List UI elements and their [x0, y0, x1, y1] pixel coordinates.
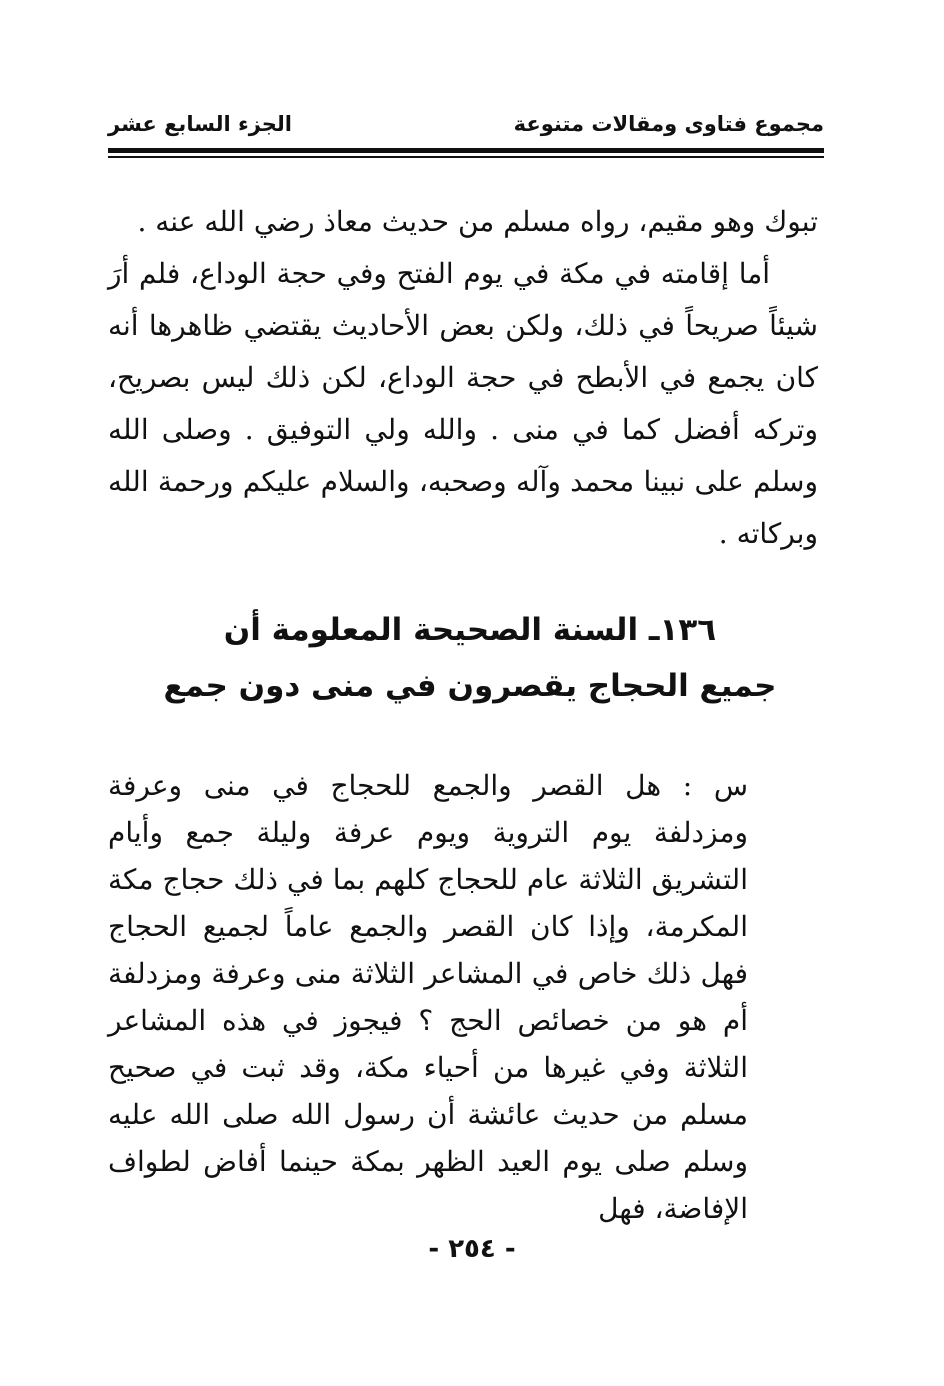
- book-title: مجموع فتاوى ومقالات متنوعة: [513, 112, 824, 136]
- header-rule-thin: [108, 156, 824, 158]
- section-heading-line-1: ١٣٦ـ السنة الصحيحة المعلومة أن: [223, 612, 717, 648]
- header-rule-thick: [108, 148, 824, 153]
- paragraph-continuation: تبوك وهو مقيم، رواه مسلم من حديث معاذ رضي الله عنه .: [137, 205, 818, 238]
- paragraph-answer-end: أما إقامته في مكة في يوم الفتح وفي حجة الوداع، فلم أرَ شيئاً صريحاً في ذلك، ولكن بعض الأحاديث يقتضي ظاهرها أنه كان يجمع في الأبطح في حجة الوداع، لكن ذلك ليس بصريح، وتركه أفضل كما في منى . والله ولي التوفيق . وصلى الله وسلم على نبينا محمد وآله وصحبه، والسلام عليكم ورحمة الله وبركاته .: [108, 257, 818, 550]
- volume-label: الجزء السابع عشر: [108, 112, 292, 136]
- section-heading: [150, 602, 790, 714]
- section-heading-line-2: جميع الحجاج يقصرون في منى دون جمع: [163, 668, 777, 704]
- running-header: [108, 112, 824, 146]
- page-number: - ٢٥٤ -: [428, 1234, 516, 1264]
- question-paragraph: س : هل القصر والجمع للحجاج في منى وعرفة ومزدلفة يوم التروية ويوم عرفة وليلة جمع وأيام التشريق الثلاثة عام للحجاج كلهم بما في ذلك حجاج مكة المكرمة، وإذا كان القصر والجمع عاماً لجميع الحجاج فهل ذلك خاص في المشاعر الثلاثة منى وعرفة ومزدلفة أم هو من خصائص الحج ؟ فيجوز في هذه المشاعر الثلاثة وفي غيرها من أحياء مكة، وقد ثبت في صحيح مسلم من حديث عائشة أن رسول الله صلى الله عليه وسلم صلى يوم العيد الظهر بمكة حينما أفاض لطواف الإفاضة، فهل: [108, 769, 748, 1225]
